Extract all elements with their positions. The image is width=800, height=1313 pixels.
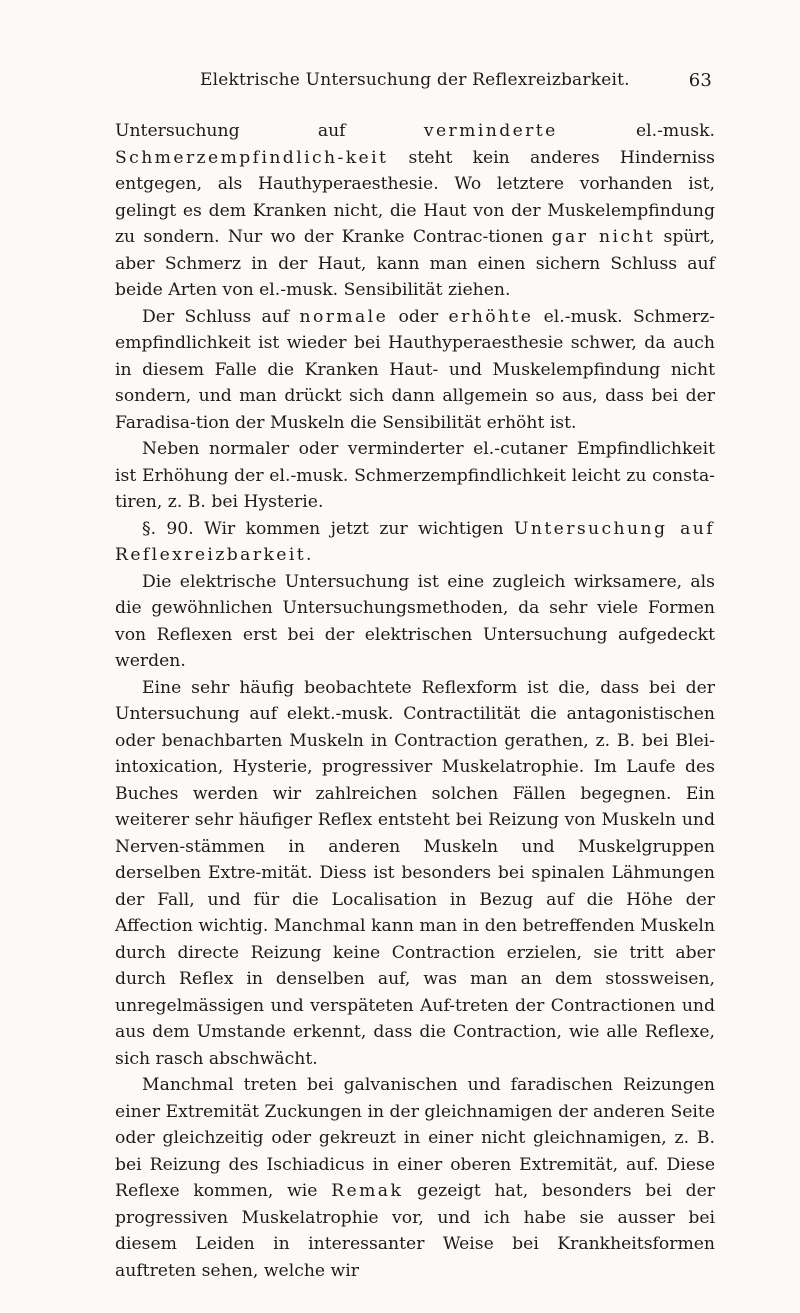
emphasis-text: normale <box>299 306 389 327</box>
text-run: el.-musk. <box>557 121 715 141</box>
section-paragraph <box>115 516 715 569</box>
text-run: Untersuchung auf <box>115 121 424 141</box>
text-run: Der Schluss auf <box>142 306 300 327</box>
emphasis-text: erhöhte <box>448 306 534 327</box>
paragraph <box>115 304 715 437</box>
body-text <box>115 118 715 1284</box>
text-run: el.-musk. Schmerz-empfindlichkeit ist wieder bei Hauthyperaesthesie schwer, da auch in diesem Falle die Kranken Haut- und Muskelempfindung nicht sondern, und man drückt sich dann allgemein so aus, dass bei der Faradisa-tion der Muskeln die Sensibilität erhöht ist. <box>115 306 715 433</box>
text-run: . <box>306 545 312 565</box>
emphasis-text: Schmerzempfindlich-keit <box>115 147 389 168</box>
text-run: Die elektrische Untersuchung ist eine zugleich wirksamere, als die gewöhnlichen Untersuchungsmethoden, da sehr viele Formen von Reflexen erst bei der elektrischen Untersuchung aufgedeckt werden. <box>115 571 715 671</box>
text-run: gezeigt hat, besonders bei der progressiven Muskelatrophie vor, und ich habe sie ausser bei diesem Leiden in interessanter Weise bei Krankheitsformen auftreten sehen, welche wir <box>115 1181 715 1281</box>
running-title: Elektrische Untersuchung der Reflexreizbarkeit. <box>200 70 630 90</box>
emphasis-text: gar nicht <box>551 227 656 247</box>
paragraph <box>115 569 715 675</box>
paragraph <box>115 675 715 1073</box>
paragraph <box>115 118 715 304</box>
emphasis-text: Remak <box>331 1181 404 1201</box>
text-run: spürt, aber Schmerz in der Haut, kann man einen sichern Schluss auf beide Arten von el.-musk. Sensibilität ziehen. <box>115 227 715 300</box>
text-run: Manchmal treten bei galvanischen und faradischen Reizungen einer Extremität Zuckungen in der gleichnamigen der anderen Seite oder gleichzeitig oder gekreuzt in einer nicht gleichnamigen, z. B. bei Reizung des Ischiadicus in einer oberen Extremität, auf. Diese Reflexe kommen, wie <box>115 1075 715 1201</box>
text-run: Eine sehr häufig beobachtete Reflexform ist die, dass bei der Untersuchung auf elekt.-musk. Contractilität die antagonistischen oder benachbarten Muskeln in Contraction gerathen, z. B. bei Blei-intoxication, Hysterie, progressiver Muskelatrophie. Im Laufe des Buches werden wir zahlreichen solchen Fällen begegnen. Ein weiterer sehr häufiger Reflex entsteht bei Reizung von Muskeln und Nerven-stämmen in anderen Muskeln und Muskelgruppen derselben Extre-mität. Diess ist besonders bei spinalen Lähmungen der Fall, und für die Localisation in Bezug auf die Höhe der Affection wichtig. Manchmal kann man in den betreffenden Muskeln durch directe Reizung keine Contraction erzielen, sie tritt aber durch Reflex in denselben auf, was man an dem stossweisen, unregelmässigen und verspäteten Auf-treten der Contractionen und aus dem Umstande erkennt, dass die Contraction, wie alle Reflexe, sich rasch abschwächt. <box>115 677 715 1069</box>
text-run: oder <box>388 306 449 327</box>
text-run: Neben normaler oder verminderter el.-cutaner Empfindlichkeit ist Erhöhung der el.-musk. Schmerzempfindlichkeit leicht zu consta-tiren, z. B. bei Hysterie. <box>115 439 715 512</box>
paragraph <box>115 1072 715 1284</box>
emphasis-text: Untersuchung auf Reflexreizbarkeit <box>115 518 715 565</box>
paragraph <box>115 436 715 516</box>
emphasis-text: verminderte <box>423 121 558 141</box>
text-run: §. 90. Wir kommen jetzt zur wichtigen <box>142 518 514 539</box>
page-number: 63 <box>688 70 712 91</box>
text-run: steht kein anderes Hinderniss entgegen, als Hauthyperaesthesie. Wo letztere vorhanden ist, gelingt es dem Kranken nicht, die Haut von der Muskelempfindung zu sondern. Nur wo der Kranke Contrac-tionen <box>115 147 715 247</box>
